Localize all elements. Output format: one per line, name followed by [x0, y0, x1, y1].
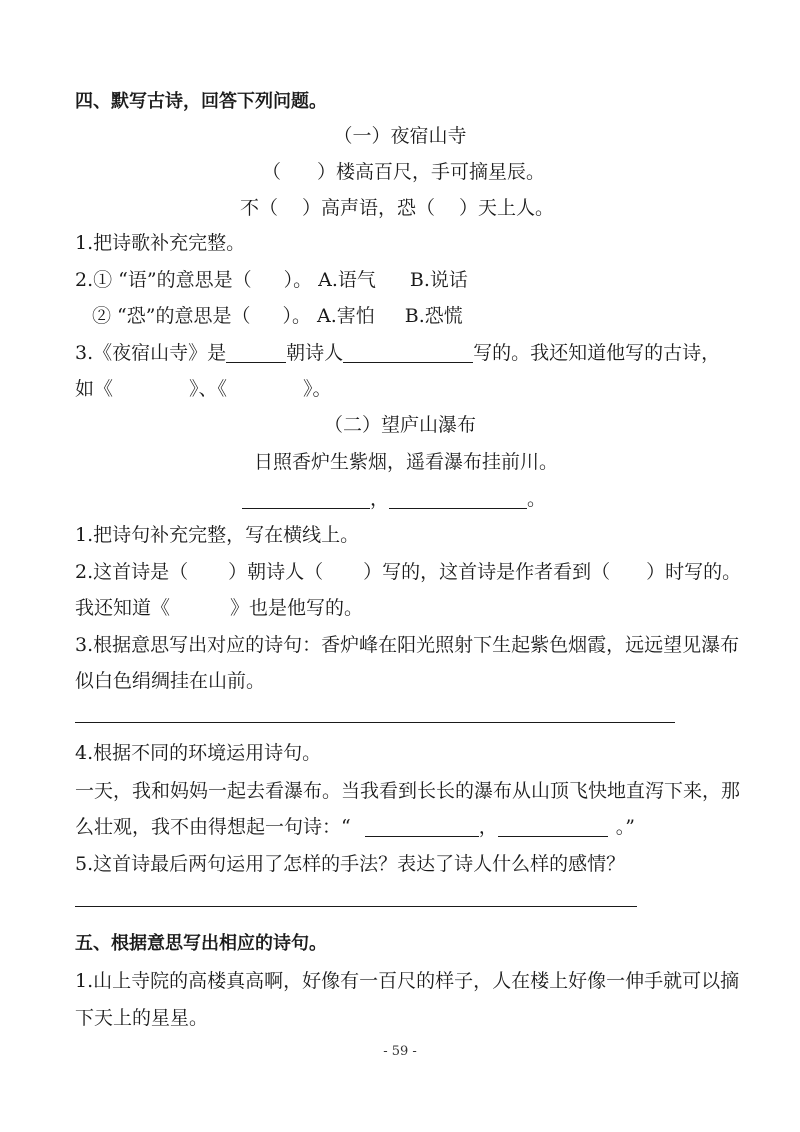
poem1-question-2a: 2.① “语”的意思是（ ）。 A.语气 B.说话 [75, 269, 468, 291]
poem1-question-3-cont: 如《 》、《 》。 [75, 378, 332, 400]
poem1-question-2b: ② “恐”的意思是（ ）。 A.害怕 B.恐慌 [92, 305, 463, 327]
verse-blank-1[interactable] [242, 490, 370, 509]
section4-title: 四、默写古诗，回答下列问题。 [75, 91, 327, 112]
poem2-question-1: 1.把诗句补充完整，写在横线上。 [75, 524, 360, 546]
section5-question-1-cont: 下天上的星星。 [75, 1007, 209, 1029]
poem1-question-1: 1.把诗歌补充完整。 [75, 232, 246, 254]
poem2-line2-blanks: ， 。 [242, 487, 546, 511]
verse-blank-2[interactable] [389, 490, 527, 509]
poem2-question-3-cont: 似白色绢绸挂在山前。 [75, 670, 266, 692]
poem1-question-3: 3.《夜宿山寺》是 朝诗人 写的。我还知道他写的古诗， [75, 342, 721, 364]
poem2-line1: 日照香炉生紫烟，遥看瀑布挂前川。 [254, 451, 559, 473]
section5-question-1: 1.山上寺院的高楼真高啊，好像有一百尺的样子，人在楼上好像一伸手就可以摘 [75, 970, 740, 992]
poem2-question-3: 3.根据意思写出对应的诗句：香炉峰在阳光照射下生起紫色烟霞，远远望见瀑布 [75, 634, 740, 656]
poet-blank[interactable] [343, 344, 473, 363]
answer-line-q3[interactable] [75, 722, 675, 723]
poem2-question-2: 2.这首诗是（ ）朝诗人（ ）写的，这首诗是作者看到（ ）时写的。 [75, 561, 742, 583]
poem2-question-5: 5.这首诗最后两句运用了怎样的手法？表达了诗人什么样的感情？ [75, 853, 626, 875]
poem2-question-4-story: 一天，我和妈妈一起去看瀑布。当我看到长长的瀑布从山顶飞快地直泻下来，那 [75, 780, 741, 802]
poem2-question-2-cont: 我还知道《 》也是他写的。 [75, 597, 364, 619]
page-number: - 59 - [383, 1044, 417, 1059]
story-blank-2[interactable] [498, 818, 608, 837]
section5-title: 五、根据意思写出相应的诗句。 [75, 933, 327, 954]
poem1-line2: 不（ ）高声语，恐（ ）天上人。 [240, 197, 555, 219]
story-blank-1[interactable] [365, 818, 479, 837]
answer-line-q5[interactable] [75, 906, 637, 907]
dynasty-blank[interactable] [226, 344, 286, 363]
poem1-line1: （ ）楼高百尺，手可摘星辰。 [262, 161, 546, 183]
poem2-question-4: 4.根据不同的环境运用诗句。 [75, 742, 322, 764]
poem1-title: （一）夜宿山寺 [333, 125, 467, 147]
poem2-title: （二）望庐山瀑布 [323, 414, 476, 436]
poem2-question-4-story-cont: 么壮观，我不由得想起一句诗：“ ， 。” [75, 816, 635, 838]
